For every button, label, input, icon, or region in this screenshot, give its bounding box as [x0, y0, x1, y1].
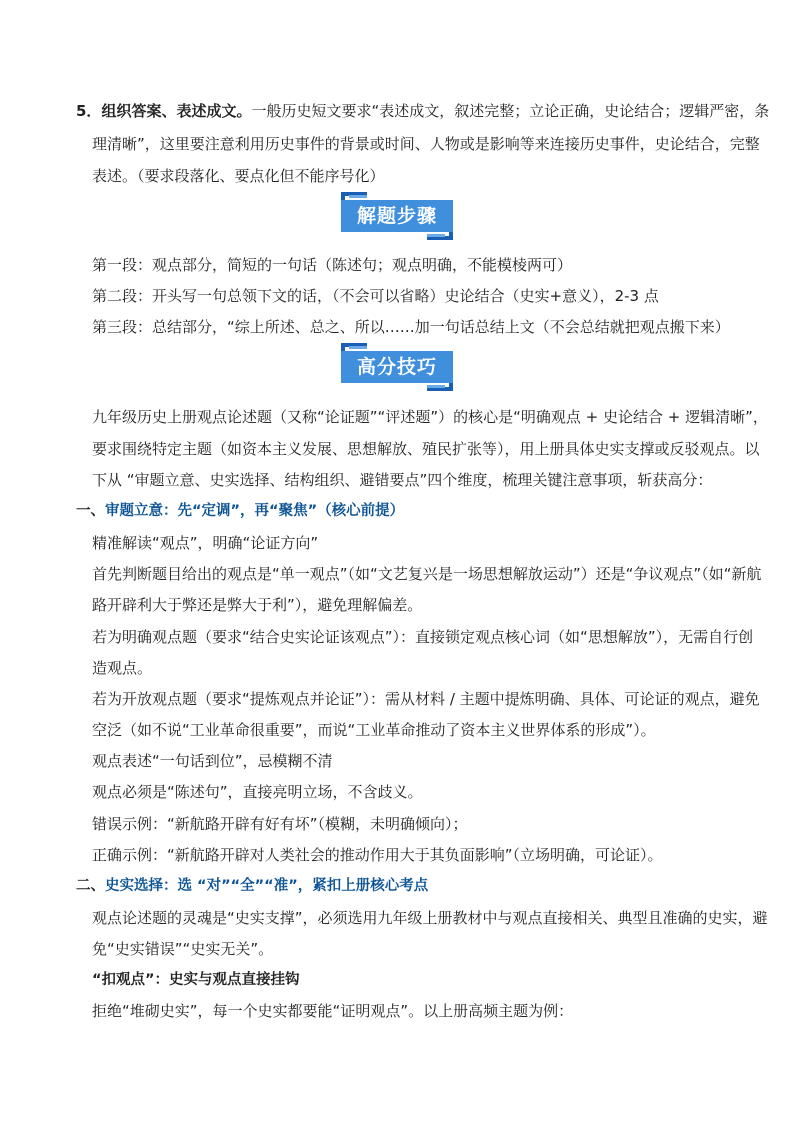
section5-line1 — [76, 101, 769, 121]
part1-heading-title: 审题立意：先“定调”，再“聚焦”（核心前提） — [105, 503, 405, 519]
part2-a2: 免“史实错误”“史实无关”。 — [92, 940, 274, 958]
part2-heading: 二、史实选择：选 “对”“全”“准”，紧扣上册核心考点 — [76, 878, 429, 894]
part1-b2: 路开辟利大于弊还是弊大于利”），避免理解偏差。 — [92, 596, 423, 614]
section5-bold-title: 组织答案、表述成文。 — [101, 102, 252, 120]
banner-solution-steps-label: 解题步骤 — [341, 200, 453, 232]
step-1: 第一段：观点部分，简短的一句话（陈述句；观点明确，不能模棱两可） — [92, 256, 573, 274]
part2-heading-title: 史实选择：选 “对”“全”“准”，紧扣上册核心考点 — [105, 878, 429, 894]
part1-h: 正确示例：“新航路开辟对人类社会的推动作用大于其负面影响”（立场明确，可论证）。 — [92, 846, 663, 864]
part1-g: 错误示例：“新航路开辟有好有坏”（模糊，未明确倾向）； — [92, 815, 468, 833]
part2-b: “扣观点”：史实与观点直接挂钩 — [92, 972, 300, 988]
banner-solution-steps — [341, 192, 453, 240]
part2-a1: 观点论述题的灵魂是“史实支撑”，必须选用九年级上册教材中与观点直接相关、典型且准确的史实，避 — [92, 909, 768, 927]
section5-number: 5． — [76, 102, 102, 120]
section5-line3: 表述。（要求段落化、要点化但不能序号化） — [92, 167, 385, 185]
part1-c1: 若为明确观点题（要求“结合史实论证该观点”）：直接锁定观点核心词（如“思想解放”），无需自行创 — [92, 628, 754, 646]
step-2: 第二段：开头写一句总领下文的话，（不会可以省略）史论结合（史实+意义），2-3 点 — [92, 287, 659, 305]
part1-e: 观点表述“一句话到位”，忌模糊不清 — [92, 752, 333, 770]
intro-line3: 下从 “审题立意、史实选择、结构组织、避错要点”四个维度，梳理关键注意事项，斩获高分： — [92, 471, 713, 489]
banner-high-score-tips — [341, 343, 453, 391]
banner-high-score-tips-label: 高分技巧 — [341, 351, 453, 383]
intro-line1: 九年级历史上册观点论述题（又称“论证题”“评述题”）的核心是“明确观点 + 史论结合 + 逻辑清晰”， — [92, 408, 768, 426]
step-3: 第三段：总结部分，“综上所述、总之、所以……加一句话总结上文（不会总结就把观点搬下来） — [92, 318, 730, 336]
part1-f: 观点必须是“陈述句”，直接亮明立场，不含歧义。 — [92, 783, 423, 801]
part2-c: 拒绝“堆砌史实”，每一个史实都要能“证明观点”。以上册高频主题为例： — [92, 1002, 574, 1020]
section5-line2: 理清晰”，这里要注意利用历史事件的背景或时间、人物或是影响等来连接历史事件，史论结合，完整 — [92, 135, 760, 153]
part1-a: 精准解读“观点”，明确“论证方向” — [92, 534, 319, 552]
part1-c2: 造观点。 — [92, 659, 153, 677]
part1-b1: 首先判断题目给出的观点是“单一观点”（如“文艺复兴是一场思想解放运动”）还是“争议观点”（如“新航 — [92, 565, 762, 583]
part1-d1: 若为开放观点题（要求“提炼观点并论证”）：需从材料 / 主题中提炼明确、具体、可论证的观点，避免 — [92, 690, 760, 708]
section5-text-1: 一般历史短文要求“表述成文，叙述完整；立论正确，史论结合；逻辑严密，条 — [251, 102, 770, 120]
intro-line2: 要求围绕特定主题（如资本主义发展、思想解放、殖民扩张等），用上册具体史实支撑或反驳观点。以 — [92, 440, 760, 458]
part1-d2: 空泛（如不说“工业革命很重要”，而说“工业革命推动了资本主义世界体系的形成”）。 — [92, 721, 656, 739]
part1-heading: 一、审题立意：先“定调”，再“聚焦”（核心前提） — [76, 503, 405, 519]
